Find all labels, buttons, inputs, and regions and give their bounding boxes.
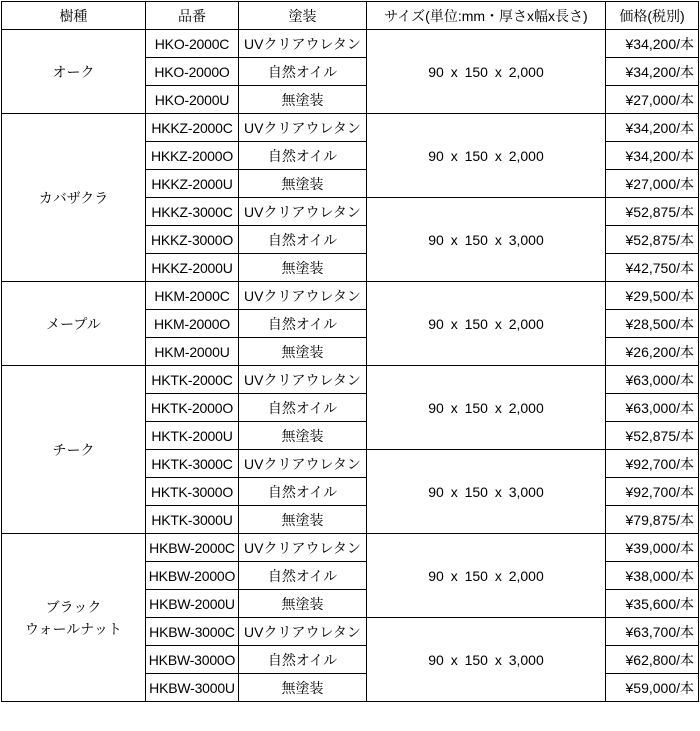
species-cell (2, 30, 146, 114)
species-name-line2: ウォールナット (25, 620, 122, 637)
price-cell: ¥34,200/本 (606, 30, 699, 58)
product-code: HKKZ-2000O (146, 142, 239, 170)
price-cell: ¥52,875/本 (606, 198, 699, 226)
finish-cell: UVクリアウレタン (239, 450, 367, 478)
product-code: HKBW-2000O (146, 562, 239, 590)
header-size: サイズ(単位:mm・厚さx幅x長さ) (367, 2, 606, 30)
finish-cell: UVクリアウレタン (239, 198, 367, 226)
finish-cell: UVクリアウレタン (239, 282, 367, 310)
product-code: HKM-2000U (146, 338, 239, 366)
table-row (2, 534, 699, 562)
product-code: HKTK-2000C (146, 366, 239, 394)
price-cell: ¥29,500/本 (606, 282, 699, 310)
price-cell: ¥38,000/本 (606, 562, 699, 590)
price-cell: ¥52,875/本 (606, 226, 699, 254)
price-cell: ¥92,700/本 (606, 478, 699, 506)
species-name: チーク (52, 441, 95, 458)
product-code: HKTK-3000C (146, 450, 239, 478)
species-name: メープル (46, 315, 101, 332)
product-code: HKTK-3000O (146, 478, 239, 506)
finish-cell: 自然オイル (239, 58, 367, 86)
finish-cell: 無塗装 (239, 338, 367, 366)
product-code: HKKZ-2000U (146, 170, 239, 198)
header-code: 品番 (146, 2, 239, 30)
price-cell: ¥34,200/本 (606, 114, 699, 142)
size-cell: 90 x 150 x 2,000 (367, 366, 606, 450)
finish-cell: 自然オイル (239, 310, 367, 338)
finish-cell: 自然オイル (239, 562, 367, 590)
product-code: HKBW-3000U (146, 674, 239, 702)
price-cell: ¥35,600/本 (606, 590, 699, 618)
species-cell (2, 534, 146, 702)
species-name: カバザクラ (38, 189, 109, 206)
finish-cell: 無塗装 (239, 590, 367, 618)
price-cell: ¥63,700/本 (606, 618, 699, 646)
table-row (2, 366, 699, 394)
size-cell: 90 x 150 x 2,000 (367, 30, 606, 114)
product-code: HKBW-2000C (146, 534, 239, 562)
price-cell: ¥62,800/本 (606, 646, 699, 674)
product-code: HKKZ-3000O (146, 226, 239, 254)
species-name-line1: ブラック (45, 598, 102, 615)
species-name: オーク (52, 63, 95, 80)
finish-cell: UVクリアウレタン (239, 30, 367, 58)
price-cell: ¥27,000/本 (606, 170, 699, 198)
finish-cell: 無塗装 (239, 506, 367, 534)
price-cell: ¥42,750/本 (606, 254, 699, 282)
species-cell (2, 366, 146, 534)
product-code: HKKZ-3000C (146, 198, 239, 226)
size-cell: 90 x 150 x 2,000 (367, 282, 606, 366)
finish-cell: UVクリアウレタン (239, 366, 367, 394)
header-finish: 塗装 (239, 2, 367, 30)
table-row (2, 114, 699, 142)
product-code: HKBW-2000U (146, 590, 239, 618)
finish-cell: 自然オイル (239, 226, 367, 254)
header-species: 樹種 (2, 2, 146, 30)
size-cell: 90 x 150 x 2,000 (367, 114, 606, 198)
price-cell: ¥26,200/本 (606, 338, 699, 366)
product-code: HKO-2000O (146, 58, 239, 86)
product-code: HKO-2000C (146, 30, 239, 58)
finish-cell: UVクリアウレタン (239, 618, 367, 646)
size-cell: 90 x 150 x 3,000 (367, 450, 606, 534)
finish-cell: 無塗装 (239, 170, 367, 198)
product-code: HKKZ-2000C (146, 114, 239, 142)
price-cell: ¥34,200/本 (606, 58, 699, 86)
price-cell: ¥63,000/本 (606, 366, 699, 394)
header-row (2, 2, 699, 30)
finish-cell: 自然オイル (239, 478, 367, 506)
product-code: HKTK-2000U (146, 422, 239, 450)
finish-cell: 自然オイル (239, 142, 367, 170)
price-cell: ¥79,875/本 (606, 506, 699, 534)
table-row (2, 282, 699, 310)
finish-cell: UVクリアウレタン (239, 534, 367, 562)
product-code: HKM-2000O (146, 310, 239, 338)
price-cell: ¥63,000/本 (606, 394, 699, 422)
table-row (2, 30, 699, 58)
finish-cell: 無塗装 (239, 254, 367, 282)
product-code: HKBW-3000C (146, 618, 239, 646)
finish-cell: 無塗装 (239, 86, 367, 114)
species-cell (2, 282, 146, 366)
size-cell: 90 x 150 x 3,000 (367, 618, 606, 702)
finish-cell: UVクリアウレタン (239, 114, 367, 142)
product-code: HKTK-2000O (146, 394, 239, 422)
finish-cell: 無塗装 (239, 674, 367, 702)
product-code: HKM-2000C (146, 282, 239, 310)
price-cell: ¥28,500/本 (606, 310, 699, 338)
header-price: 価格(税別) (606, 2, 699, 30)
product-code: HKO-2000U (146, 86, 239, 114)
finish-cell: 無塗装 (239, 422, 367, 450)
finish-cell: 自然オイル (239, 646, 367, 674)
finish-cell: 自然オイル (239, 394, 367, 422)
product-code: HKBW-3000O (146, 646, 239, 674)
price-cell: ¥92,700/本 (606, 450, 699, 478)
size-cell: 90 x 150 x 3,000 (367, 198, 606, 282)
species-cell (2, 114, 146, 282)
product-code: HKTK-3000U (146, 506, 239, 534)
size-cell: 90 x 150 x 2,000 (367, 534, 606, 618)
price-cell: ¥39,000/本 (606, 534, 699, 562)
product-code: HKKZ-2000U (146, 254, 239, 282)
price-cell: ¥34,200/本 (606, 142, 699, 170)
price-table (1, 1, 699, 702)
price-cell: ¥52,875/本 (606, 422, 699, 450)
price-cell: ¥59,000/本 (606, 674, 699, 702)
price-cell: ¥27,000/本 (606, 86, 699, 114)
